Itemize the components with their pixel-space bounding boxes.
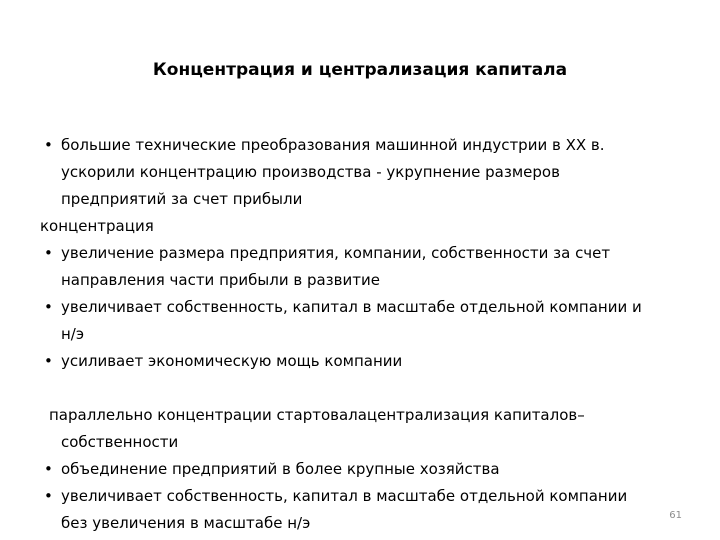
slide-content	[40, 132, 690, 537]
bullet-text: увеличение размера предприятия, компании, собственности за счет	[61, 244, 611, 262]
bullet-text-continuation: н/э	[61, 325, 85, 343]
slide-number: 61	[669, 510, 682, 521]
bullet-item-property-no-scale	[40, 483, 690, 510]
bullet-item-size-increase	[40, 240, 690, 267]
bullet-text: увеличивает собственность, капитал в масштабе отдельной компании	[61, 487, 628, 505]
bullet-text: объединение предприятий в более крупные хозяйства	[61, 460, 500, 478]
slide-title: Концентрация и централизация капитала	[152, 60, 568, 80]
bullet-icon: •	[44, 460, 53, 478]
bullet-icon: •	[44, 487, 53, 505]
bullet-item-economic-power	[40, 348, 690, 375]
paragraph-gap	[40, 375, 690, 402]
section-label-continuation: собственности	[61, 433, 179, 451]
bullet-item-property-increase	[40, 294, 690, 321]
bullet-icon: •	[44, 298, 53, 316]
bullet-item-merger	[40, 456, 690, 483]
bullet-icon: •	[44, 244, 53, 262]
bullet-text: большие технические преобразования машинной индустрии в XX в.	[61, 136, 605, 154]
bullet-icon: •	[44, 352, 53, 370]
bullet-icon: •	[44, 136, 53, 154]
bullet-text-continuation: направления части прибыли в развитие	[61, 271, 380, 289]
bullet-text-continuation: предприятий за счет прибыли	[61, 190, 303, 208]
bullet-text: увеличивает собственность, капитал в масштабе отдельной компании и	[61, 298, 642, 316]
bullet-text: усиливает экономическую мощь компании	[61, 352, 403, 370]
bullet-text-continuation: без увеличения в масштабе н/э	[61, 514, 311, 532]
bullet-item-intro	[40, 132, 690, 159]
section-label-centralization: параллельно концентрации стартовалацентрализация капиталов–	[49, 406, 585, 424]
bullet-text-continuation: ускорили концентрацию производства - укрупнение размеров	[61, 163, 560, 181]
section-label-concentration: концентрация	[40, 217, 154, 235]
